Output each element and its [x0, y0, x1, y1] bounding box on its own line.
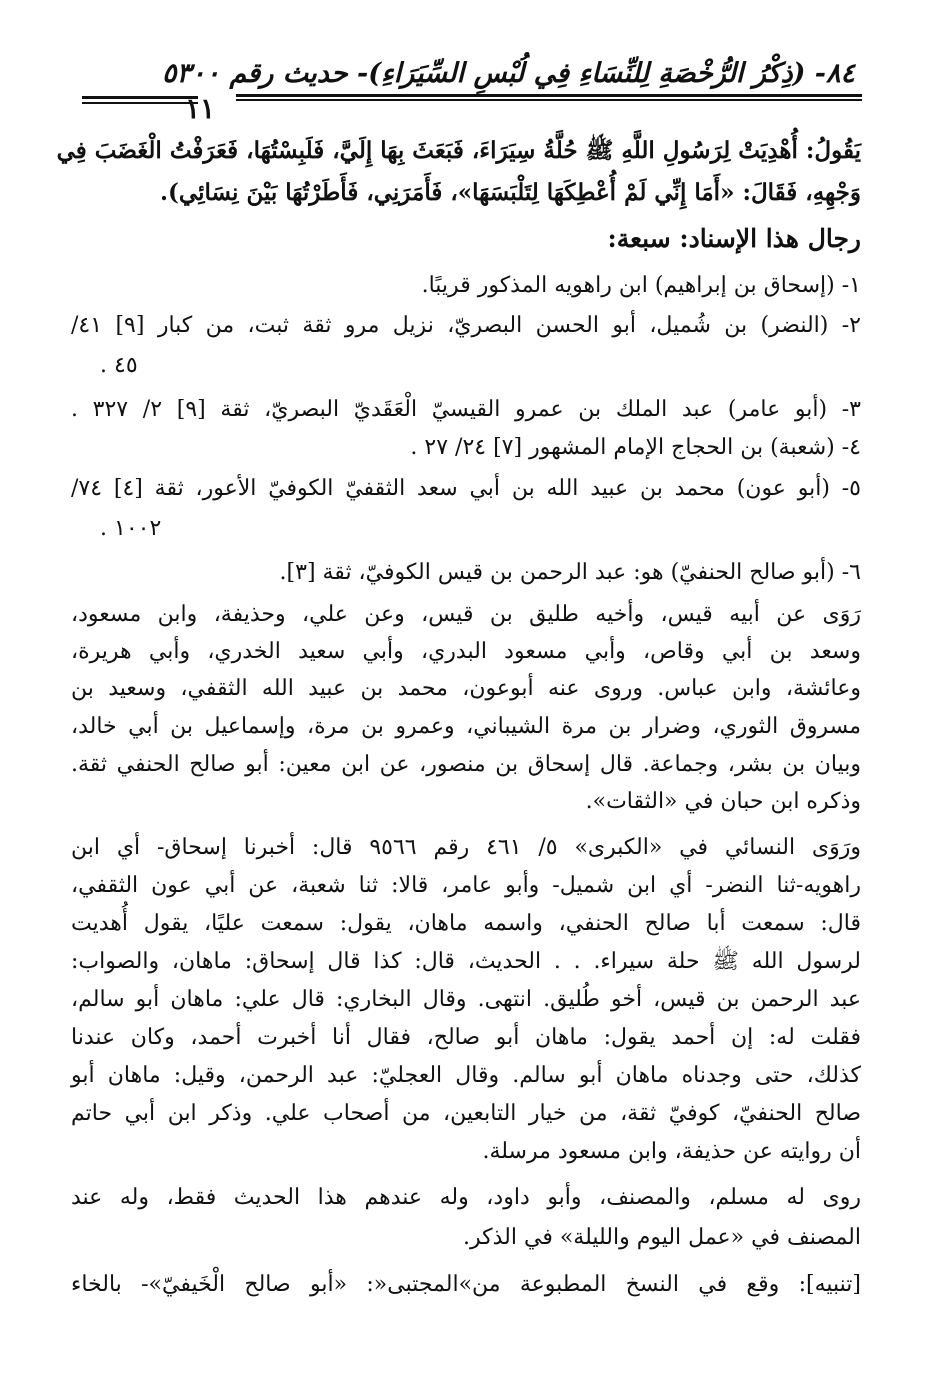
narrator-entry: ٢- (النضر) بن شُميل، أبو الحسن البصريّ، نزيل مرو ثقة ثبت، من كبار [٩] ٤١/ — [71, 313, 861, 338]
narrator-entry-continuation: ٤٥ . — [100, 353, 138, 378]
note-line: [تنبيه]: وقع في النسخ المطبوعة من»المجتبى«: «أبو صالح الْخَيفيّ»- بالخاء — [71, 1272, 861, 1297]
narrator-entry: ١- (إسحاق بن إبراهيم) ابن راهويه المذكور قريبًا. — [421, 273, 861, 298]
body-line: وبيان بن بشر، وجماعة. قال إسحاق بن منصور، عن ابن معين: أبو صالح الحنفي ثقة. — [71, 752, 861, 777]
body-line: صالح الحنفيّ، كوفيّ ثقة، من خيار التابعين، من أصحاب علي. وذكر ابن أبي حاتم — [71, 1101, 861, 1126]
body-line: رَوَى عن أبيه قيس، وأخيه طليق بن قيس، وعن علي، وحذيفة، وابن مسعود، — [71, 602, 861, 627]
narrator-entry-continuation: ١٠٠٢ . — [100, 516, 162, 541]
header-rule-lower — [236, 99, 862, 101]
narrator-entry: ٥- (أبو عون) محمد بن عبيد الله بن أبي سعد الثقفيّ الكوفيّ الأعور، ثقة [٤] ٧٤/ — [71, 476, 861, 501]
body-line: عبد الرحمن بن قيس، أخو طُليق. انتهى. وقال البخاري: قال علي: ماهان أبو سالم، — [71, 987, 861, 1012]
body-line: ورَوَى النسائي في «الكبرى» ٥/ ٤٦١ رقم ٩٥٦٦ قال: أخبرنا إسحاق- أي ابن — [71, 835, 862, 860]
body-line: روى له مسلم، والمصنف، وأبو داود، وله عندهم هذا الحديث فقط، وله عند — [71, 1185, 861, 1210]
body-line: أن روايته عن حذيفة، وابن مسعود مرسلة. — [482, 1139, 861, 1164]
body-line: وعائشة، وابن عباس. وروى عنه أبوعون، محمد بن عبيد الله الثقفي، وسعيد بن — [71, 676, 861, 701]
narrator-entry: ٣- (أبو عامر) عبد الملك بن عمرو القيسيّ الْعَقَديّ البصريّ، ثقة [٩] ٢/ ٣٢٧ . — [71, 397, 861, 422]
narrator-entry: ٦- (أبو صالح الحنفيّ) هو: عبد الرحمن بن قيس الكوفيّ، ثقة [٣]. — [279, 560, 861, 585]
running-header-title: ٨٤- (ذِكْرُ الرُّخْصَةِ لِلنِّسَاءِ فِي لُبْسِ السِّيَرَاءِ)- حديث رقم ٥٣٠٠ — [162, 58, 855, 89]
body-line: وسعد بن أبي وقاص، وأبي مسعود البدري، وأبي سعيد الخدري، وأبي هريرة، — [71, 639, 861, 664]
body-line: كذلك، حتى وجدناه ماهان أبو سالم. وقال العجليّ: عبد الرحمن، وقيل: ماهان أبو — [71, 1063, 861, 1088]
body-line: مسروق الثوري، وضرار بن مرة الشيباني، وعمرو بن مرة، وإسماعيل بن أبي خالد، — [71, 714, 861, 739]
hadith-line: يَقُولُ: أُهْدِيَتْ لِرَسُولِ اللَّهِ ﷺ حُلَّةُ سِيَرَاءَ، فَبَعَثَ بِهَا إِلَيَّ، فَلَبِسْتُهَا، فَعَرَفْتُ الْغَضَبَ فِي — [56, 137, 861, 164]
header-rule-upper — [236, 94, 862, 97]
page-number: ١١ — [184, 92, 216, 125]
body-line: راهويه-ثنا النضر- أي ابن شميل- وأبو عامر، قالا: ثنا شعبة، عن أبي عون الثقفي، — [71, 873, 861, 898]
narrator-entry: ٤- (شعبة) بن الحجاج الإمام المشهور [٧] ٢٤/ ٢٧ . — [410, 435, 861, 460]
hadith-line: وَجْهِهِ، فَقَالَ: «أَمَا إِنِّي لَمْ أُعْطِكَهَا لِتَلْبَسَهَا»، فَأَمَرَنِي، فَأَطَرْتُهَا بَيْنَ نِسَائِي). — [160, 179, 861, 206]
body-line: قال: سمعت أبا صالح الحنفي، واسمه ماهان، يقول: سمعت عليًا، يقول أُهديت — [71, 911, 861, 936]
body-line: فقلت له: إن أحمد يقول: ماهان أبو صالح، فقال أنا أخبرت أحمد، وكان عندنا — [71, 1025, 861, 1050]
body-line: وذكره ابن حبان في «الثقات». — [585, 789, 861, 814]
narrators-heading: رجال هذا الإسناد: سبعة: — [607, 224, 861, 253]
body-line: المصنف في «عمل اليوم والليلة» في الذكر. — [463, 1225, 861, 1250]
body-line: لرسول الله ﷺ حلة سيراء. . . الحديث، قال: كذا قال إسحاق: ماهان، والصواب: — [71, 949, 861, 974]
